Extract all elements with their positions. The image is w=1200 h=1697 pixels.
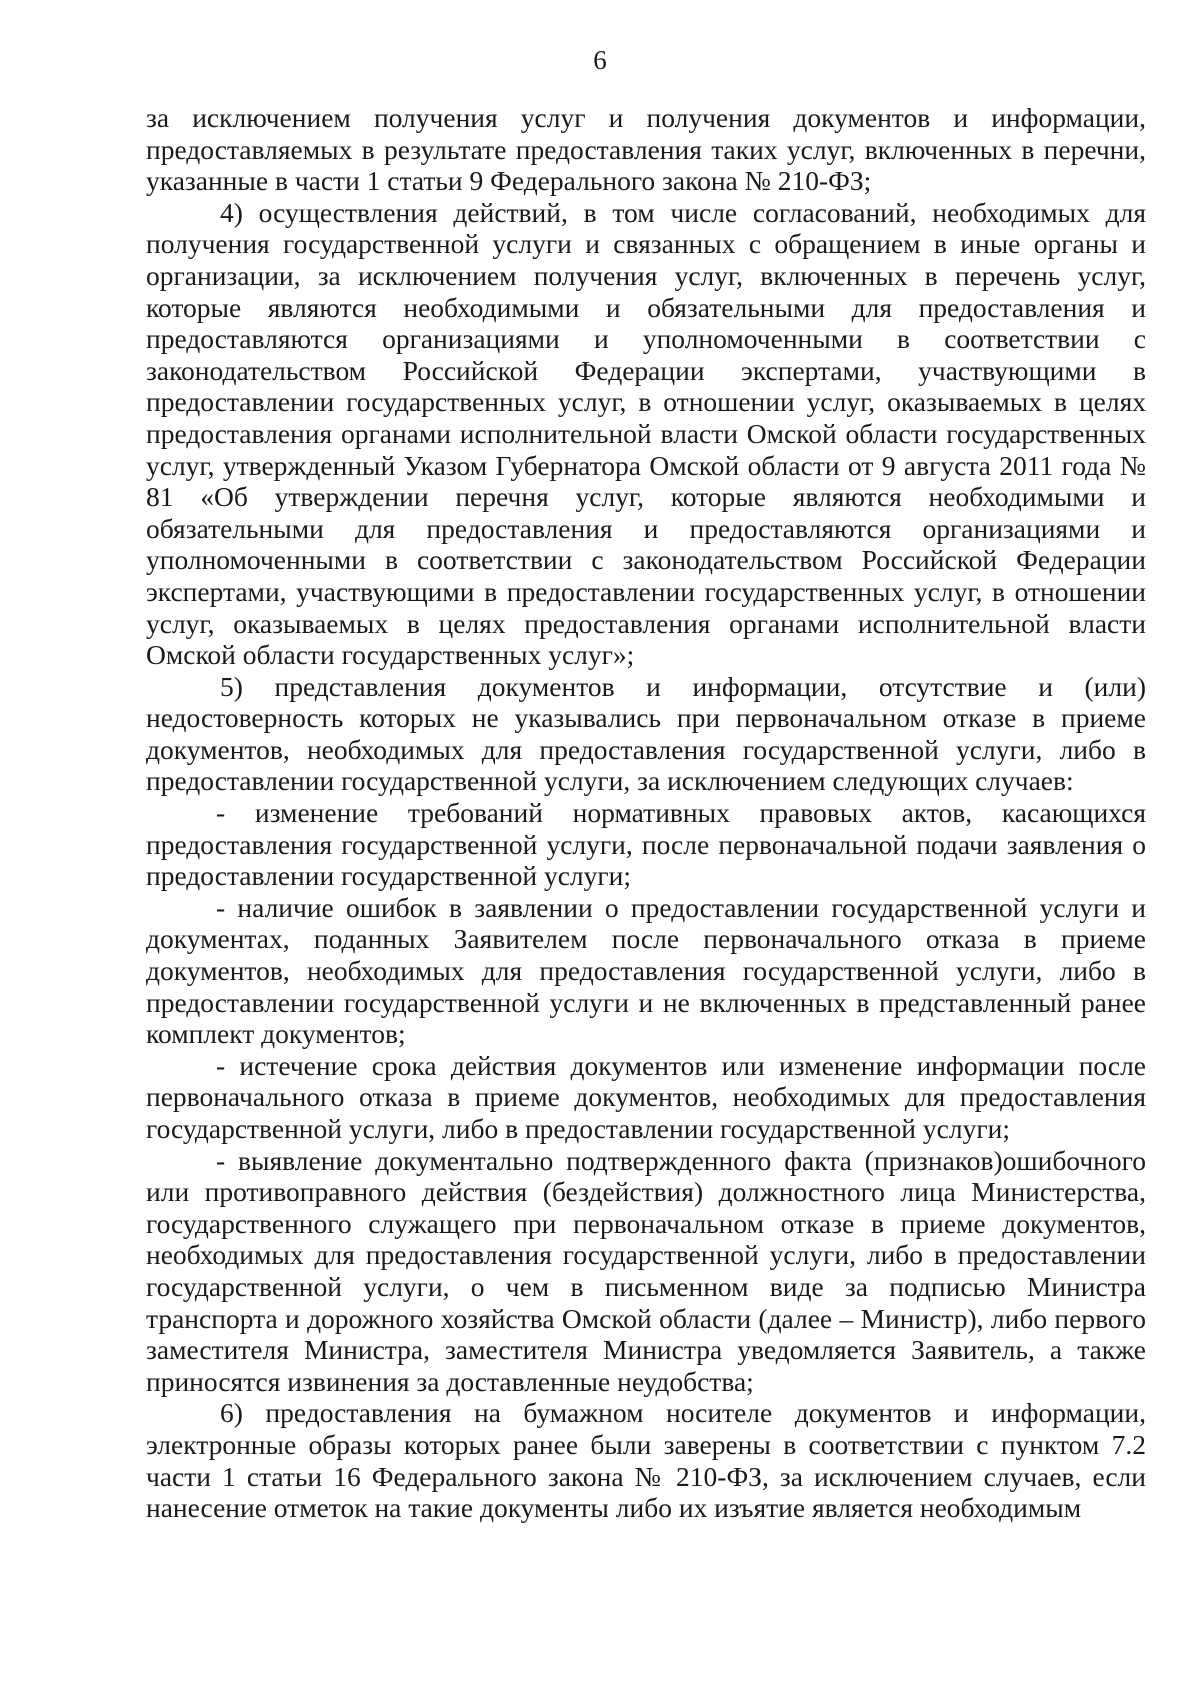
paragraph-item-5: 5) представления документов и информации, отсутствие и (или) недостоверность которых не указывались при первоначальном отказе в приеме документов, необходимых для предоставления государственной услуги, либо в предоставлении государственной услуги, за исключением следующих случаев: [146,670,1146,797]
paragraph-dash-expiry: - истечение срока действия документов или изменение информации после первоначального отказа в приеме документов, необходимых для предоставления государственной услуги, либо в предоставлении государственной услуги; [146,1049,1146,1144]
paragraph-continuation: за исключением получения услуг и получения документов и информации, предоставляемых в результате предоставления таких услуг, включенных в перечни, указанные в части 1 статьи 9 Федерального закона № 210-ФЗ; [146,102,1146,197]
paragraph-dash-misconduct: - выявление документально подтвержденного факта (признаков)ошибочного или противоправного действия (бездействия) должностного лица Министерства, государственного служащего при первоначальном отказе в приеме документов, необходимых для предоставления государственной услуги, либо в предоставлении государственной услуги, о чем в письменном виде за подписью Министра транспорта и дорожного хозяйства Омской области (далее – Министр), либо первого заместителя Министра, заместителя Министра уведомляется Заявитель, а также приносятся извинения за доставленные неудобства; [146,1144,1146,1397]
page-number: 6 [593,45,607,75]
paragraph-dash-errors: - наличие ошибок в заявлении о предоставлении государственной услуги и документах, поданных Заявителем после первоначального отказа в приеме документов, необходимых для предоставления государственной услуги, либо в предоставлении государственной услуги и не включенных в представленный ранее комплект документов; [146,891,1146,1050]
paragraph-item-4: 4) осуществления действий, в том числе согласований, необходимых для получения государственной услуги и связанных с обращением в иные органы и организации, за исключением получения услуг, включенных в перечень услуг, которые являются необходимыми и обязательными для предоставления и предоставляются организациями и уполномоченными в соответствии с законодательством Российской Федерации экспертами, участвующими в предоставлении государственных услуг, в отношении услуг, оказываемых в целях предоставления органами исполнительной власти Омской области государственных услуг, утвержденный Указом Губернатора Омской области от 9 августа 2011 года № 81 «Об утверждении перечня услуг, которые являются необходимыми и обязательными для предоставления и предоставляются организациями и уполномоченными в соответствии с законодательством Российской Федерации экспертами, участвующими в предоставлении государственных услуг, в отношении услуг, оказываемых в целях предоставления органами исполнительной власти Омской области государственных услуг»; [146,196,1146,671]
paragraph-item-6: 6) предоставления на бумажном носителе документов и информации, электронные образы которых ранее были заверены в соответствии с пунктом 7.2 части 1 статьи 16 Федерального закона № 210-ФЗ, за исключением случаев, если нанесение отметок на такие документы либо их изъятие является необходимым [146,1397,1146,1524]
document-body [146,102,1146,1524]
paragraph-dash-requirements-change: - изменение требований нормативных правовых актов, касающихся предоставления государственной услуги, после первоначальной подачи заявления о предоставлении государственной услуги; [146,797,1146,892]
